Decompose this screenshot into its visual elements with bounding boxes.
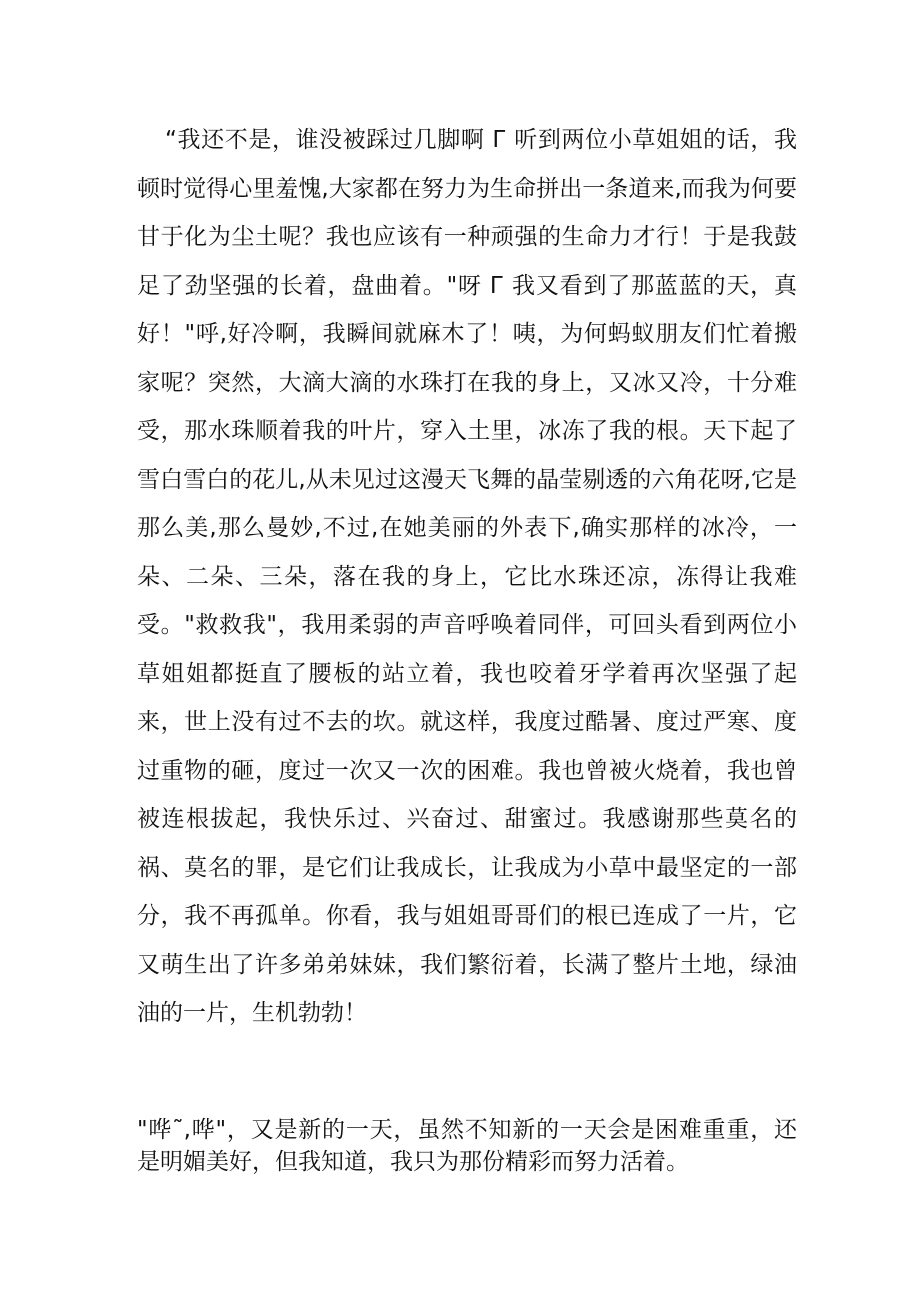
body-paragraph-2: "哗˜,哗"，又是新的一天，虽然不知新的一天会是困难重重，还是明媚美好，但我知道，我只为那份精彩而努力活着。 bbox=[137, 1117, 797, 1175]
body-paragraph-1: “我还不是，谁没被踩过几脚啊 Г 听到两位小草姐姐的话，我顿时觉得心里羞愧,大家都在努力为生命拼出一条道来,而我为何要甘于化为尘土呢？我也应该有一种顽强的生命力才行！于是我鼓足了劲坚强的长着，盘曲着。"呀 Г 我又看到了那蓝蓝的天，真好！"呼,好冷啊，我瞬间就麻木了！咦，为何蚂蚁朋友们忙着搬家呢？突然，大滴大滴的水珠打在我的身上，又冰又冷，十分难受，那水珠顺着我的叶片，穿入土里，冰冻了我的根。天下起了雪白雪白的花儿,从未见过这漫天飞舞的晶莹剔透的六角花呀,它是那么美,那么曼妙,不过,在她美丽的外表下,确实那样的冰冷，一朵、二朵、三朵，落在我的身上，它比水珠还凉，冻得让我难受。"救救我"，我用柔弱的声音呼唤着同伴，可回头看到两位小草姐姐都挺直了腰板的站立着，我也咬着牙学着再次坚强了起来，世上没有过不去的坎。就这样，我度过酷暑、度过严寒、度过重物的砸，度过一次又一次的困难。我也曾被火烧着，我也曾被连根拔起，我快乐过、兴奋过、甜蜜过。我感谢那些莫名的祸、莫名的罪，是它们让我成长，让我成为小草中最坚定的一部分，我不再孤单。你看，我与姐姐哥哥们的根已连成了一片，它又萌生出了许多弟弟妹妹，我们繁衍着，长满了整片土地，绿油油的一片，生机勃勃！ bbox=[137, 127, 797, 1026]
